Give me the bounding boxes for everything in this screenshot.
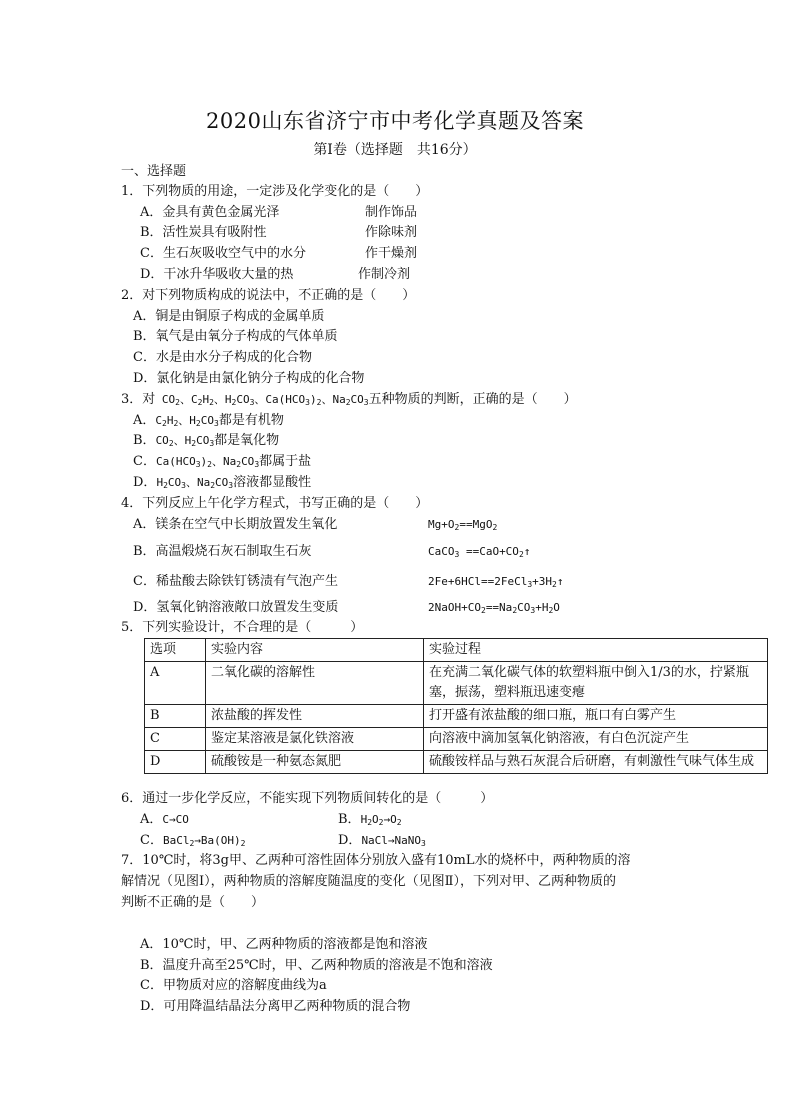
table-row bbox=[145, 705, 768, 728]
table-cell: 硫酸铵样品与熟石灰混合后研磨，有刺激性气味气体生成 bbox=[424, 751, 768, 774]
column-header: 实验内容 bbox=[206, 639, 424, 662]
formula: $H_2CO_3$、$Na_2CO_3$ bbox=[156, 476, 234, 490]
question-stem: 4．下列反应上午化学方程式，书写正确的是（ ） bbox=[121, 496, 429, 511]
question-stem: 6．通过一步化学反应，不能实现下列物质间转化的是（ ） bbox=[121, 791, 494, 806]
question-stem: 5．下列实验设计，不合理的是（ ） bbox=[121, 620, 364, 635]
option-d: D．$H_2CO_3$、$Na_2CO_3$溶液都显酸性 bbox=[133, 475, 312, 490]
section-heading: 一、选择题 bbox=[121, 164, 187, 179]
equation-b: CaCO$_3$ $==CaO+CO_2↑$ bbox=[428, 545, 531, 559]
option-c: C．甲物质对应的溶解度曲线为a bbox=[140, 978, 327, 993]
formula: $Ca(HCO_3)_2$、$Na_2CO_3$ bbox=[155, 455, 260, 469]
question-stem-line: 解情况（见图Ⅰ），两种物质的溶解度随温度的变化（见图Ⅱ），下列对甲、乙两种物质的 bbox=[121, 874, 616, 889]
table-cell: 向溶液中滴加氢氧化钠溶液，有白色沉淀产生 bbox=[424, 728, 768, 751]
option-d: D．NaCl→NaNO$_3$ bbox=[338, 833, 426, 848]
option-b: B．$CO_2$、$H_2CO_3$都是氧化物 bbox=[133, 433, 280, 448]
option-d: D．氢氧化钠溶液敞口放置发生变质 bbox=[133, 600, 339, 615]
question-stem: 1．下列物质的用途，一定涉及化学变化的是（ ） bbox=[121, 184, 429, 199]
option-a: A．C→CO bbox=[140, 812, 189, 827]
table-cell: A bbox=[145, 662, 206, 705]
table-cell: 二氧化碳的溶解性 bbox=[206, 662, 424, 705]
option-c: C．生石灰吸收空气中的水分 bbox=[140, 246, 306, 261]
table-cell: B bbox=[145, 705, 206, 728]
table-cell: 在充满二氧化碳气体的软塑料瓶中倒入1/3的水，拧紧瓶塞，振荡，塑料瓶迅速变瘪 bbox=[424, 662, 768, 705]
table-row bbox=[145, 728, 768, 751]
option-c: C．$Ca(HCO_3)_2$、$Na_2CO_3$都属于盐 bbox=[133, 454, 312, 469]
option-a: A．10℃时，甲、乙两种物质的溶液都是饱和溶液 bbox=[140, 937, 428, 952]
table-cell: 硫酸铵是一种氨态氮肥 bbox=[206, 751, 424, 774]
table-header-row bbox=[145, 639, 768, 662]
equation-a: $Mg+O_2==MgO_2$ bbox=[428, 518, 498, 532]
option-d-use: 作制冷剂 bbox=[358, 267, 411, 282]
option-a: A．镁条在空气中长期放置发生氧化 bbox=[133, 517, 338, 532]
column-header: 选项 bbox=[145, 639, 206, 662]
equation-c: $2Fe+6HCl==2FeCl_3+3H_2↑$ bbox=[428, 575, 564, 589]
question-stem: 3．对 $CO_2$、$C_2H_2$、$H_2CO_3$、$Ca(HCO_3)_2$、$Na_2CO_3$五种物质的判断，正确的是（ ） bbox=[121, 392, 577, 407]
question-stem-line: 判断不正确的是（ ） bbox=[121, 895, 265, 910]
option-b-use: 作除味剂 bbox=[365, 225, 418, 240]
option-b: B．高温煅烧石灰石制取生石灰 bbox=[133, 544, 312, 559]
option-d: D．可用降温结晶法分离甲乙两种物质的混合物 bbox=[140, 999, 411, 1014]
column-header: 实验过程 bbox=[424, 639, 768, 662]
table-cell: D bbox=[145, 751, 206, 774]
question-stem: 2．对下列物质构成的说法中，不正确的是（ ） bbox=[121, 288, 416, 303]
option-b: B．活性炭具有吸附性 bbox=[140, 225, 267, 240]
table-cell: C bbox=[145, 728, 206, 751]
table-row bbox=[145, 751, 768, 774]
formula: $CO_2$、$H_2CO_3$ bbox=[155, 434, 215, 448]
option-b: B．$H_2O_2\to O_2$ bbox=[338, 812, 402, 827]
option-a-use: 制作饰品 bbox=[365, 205, 418, 220]
option-c: C．$BaCl_2\to Ba(OH)_2$ bbox=[140, 833, 246, 848]
page-title: 2020山东省济宁市中考化学真题及答案 bbox=[206, 109, 584, 133]
option-c-use: 作干燥剂 bbox=[365, 246, 418, 261]
option-a: A．$C_2H_2$、$H_2CO_3$都是有机物 bbox=[133, 413, 284, 428]
option-d: D．氯化钠是由氯化钠分子构成的化合物 bbox=[133, 371, 365, 386]
experiment-table bbox=[144, 638, 768, 774]
option-b: B．氧气是由氧分子构成的气体单质 bbox=[133, 329, 338, 344]
question-stem-line: 7．10℃时，将3g甲、乙两种可溶性固体分别放入盛有10mL水的烧杯中，两种物质的溶 bbox=[121, 853, 631, 868]
table-cell: 鉴定某溶液是氯化铁溶液 bbox=[206, 728, 424, 751]
formula: $C_2H_2$、$H_2CO_3$ bbox=[155, 414, 219, 428]
option-c: C．水是由水分子构成的化合物 bbox=[133, 350, 312, 365]
table-cell: 浓盐酸的挥发性 bbox=[206, 705, 424, 728]
option-a: A．铜是由铜原子构成的金属单质 bbox=[133, 309, 325, 324]
option-b: B．温度升高至25℃时，甲、乙两种物质的溶液是不饱和溶液 bbox=[140, 958, 493, 973]
option-d: D．干冰升华吸收大量的热 bbox=[140, 267, 294, 282]
option-c: C．稀盐酸去除铁钉锈渍有气泡产生 bbox=[133, 574, 338, 589]
formula-list: $CO_2$、$C_2H_2$、$H_2CO_3$、$Ca(HCO_3)_2$、$Na_2CO_3$ bbox=[155, 393, 369, 407]
table-cell: 打开盛有浓盐酸的细口瓶，瓶口有白雾产生 bbox=[424, 705, 768, 728]
equation-d: $2NaOH+CO_2==Na_2CO_3+H_2O$ bbox=[428, 601, 560, 615]
page-subtitle: 第Ⅰ卷（选择题 共16分） bbox=[313, 142, 477, 158]
table-row bbox=[145, 662, 768, 705]
option-a: A．金具有黄色金属光泽 bbox=[140, 205, 280, 220]
